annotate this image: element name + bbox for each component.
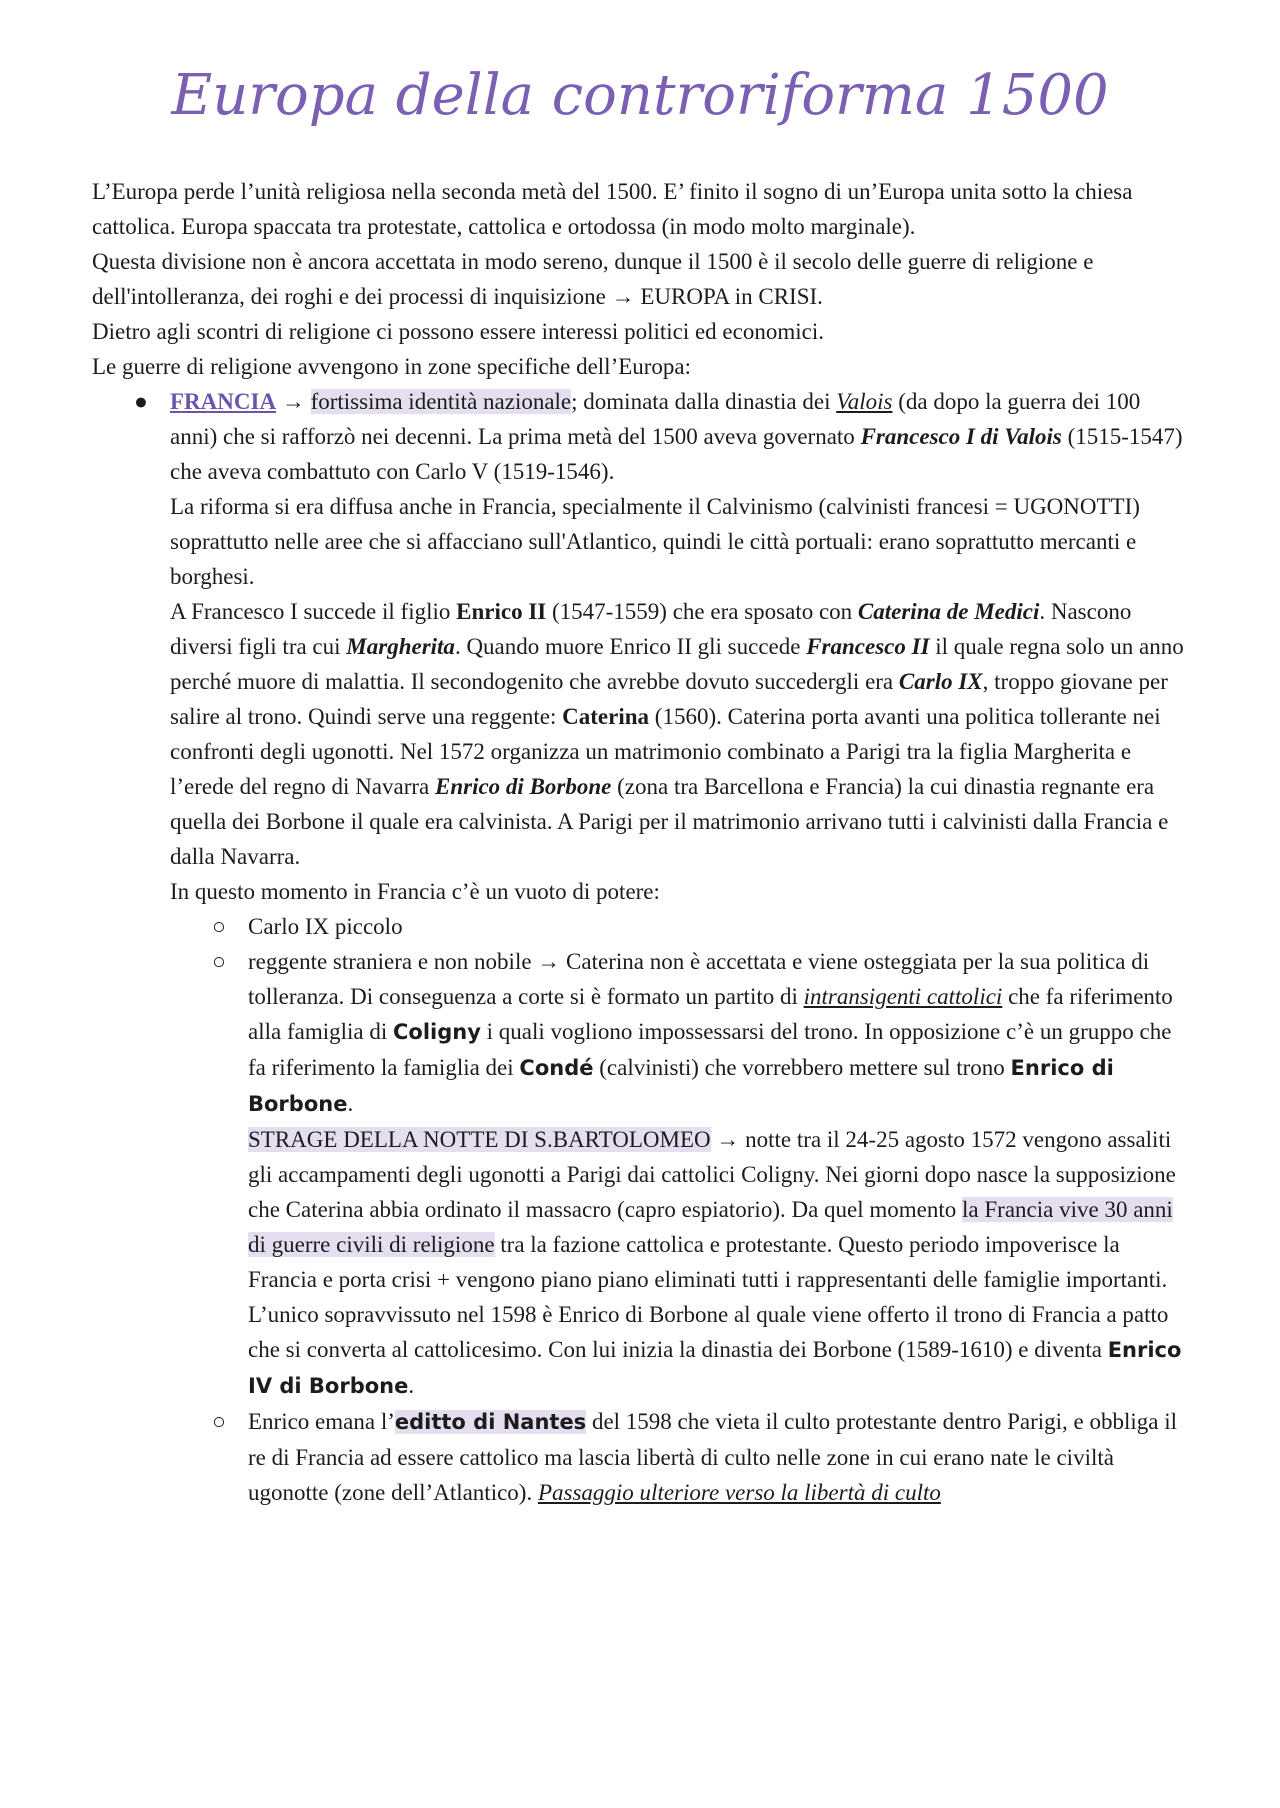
conde-term: Condé xyxy=(519,1056,594,1080)
text: . xyxy=(347,1091,354,1116)
text: , troppo giovane per salire al trono. Quindi serve una reggente: xyxy=(170,669,1168,729)
text: reggente straniera e non nobile → Caterina non è accettata e viene osteggiata per la sua politica di tolleranza. Di conseguenza a corte si è formato un partito di xyxy=(248,949,1150,1009)
enrico-ii-term: Enrico II xyxy=(456,599,547,624)
francia-link[interactable]: FRANCIA xyxy=(170,389,277,414)
document-body xyxy=(92,174,1192,1510)
enrico-iv-term: Enrico IV di Borbone xyxy=(248,1338,1182,1398)
text: il quale regna solo un anno perché muore di malattia. Il secondogenito che avrebbe dovuto succedergli era xyxy=(170,634,1184,694)
editto-nantes-term: editto di Nantes xyxy=(394,1410,587,1434)
valois-term: Valois xyxy=(836,389,893,414)
text: → notte tra il 24-25 agosto 1572 vengono assaliti gli accampamenti degli ugonotti a Parigi dai cattolici Coligny. Nei giorni dopo nasce la supposizione che Caterina abbia ordinato il massacro (capro espiatorio). Da quel momento xyxy=(248,1127,1176,1222)
text: tra la fazione cattolica e protestante. Questo periodo impoverisce la Francia e porta crisi + vengono piano piano eliminati tutti i rappresentanti delle famiglie importanti. L’unico sopravvissuto nel 1598 è Enrico di Borbone al quale viene offerto il trono di Francia a patto che si converta al cattolicesimo. Con lui inizia la dinastia dei Borbone (1589-1610) e diventa xyxy=(248,1232,1169,1362)
intro-paragraph-1: L’Europa perde l’unità religiosa nella seconda metà del 1500. E’ finito il sogno di un’Europa unita sotto la chiesa cattolica. Europa spaccata tra protestate, cattolica e ortodossa (in modo molto marginale). xyxy=(92,179,1133,239)
text: Enrico emana l’ xyxy=(248,1409,395,1434)
bullet-marker: ● xyxy=(134,389,148,414)
text: (zona tra Barcellona e Francia) la cui dinastia regnante era quella dei Borbone il quale era calvinista. A Parigi per il matrimonio arrivano tutti i calvinisti dalla Francia e dalla Navarra. xyxy=(170,774,1169,869)
text: → xyxy=(276,389,311,414)
caterina-term: Caterina xyxy=(562,704,650,729)
francia-paragraph-3 xyxy=(170,594,1192,874)
enrico-borbone-term: Enrico di Borbone xyxy=(248,1056,1114,1116)
francia-paragraph-1 xyxy=(170,384,1192,489)
text: (1515-1547) che aveva combattuto con Carlo V (1519-1546). xyxy=(170,424,1183,484)
margherita-term: Margherita xyxy=(346,634,455,659)
text: i quali vogliono impossessarsi del trono. In opposizione c’è un gruppo che fa riferimento la famiglia dei xyxy=(248,1019,1172,1080)
highlight-identita: fortissima identità nazionale xyxy=(310,389,572,414)
passaggio-note: Passaggio ulteriore verso la libertà di culto xyxy=(537,1480,941,1505)
sub-bullet-marker: ○ xyxy=(212,914,226,939)
text: . Nascono diversi figli tra cui xyxy=(170,599,1132,659)
francesco-ii-term: Francesco II xyxy=(806,634,930,659)
text: A Francesco I succede il figlio xyxy=(170,599,457,624)
text: che fa riferimento alla famiglia di xyxy=(248,984,1173,1044)
intro-paragraph-3: Dietro agli scontri di religione ci possono essere interessi politici ed economici. xyxy=(92,319,824,344)
sub-bullet-marker: ○ xyxy=(212,1409,226,1434)
sub-item-1-text: Carlo IX piccolo xyxy=(248,914,403,939)
list-item-francia xyxy=(134,384,1192,909)
intro-paragraph-4: Le guerre di religione avvengono in zone specifiche dell’Europa: xyxy=(92,354,692,379)
text: (1560). Caterina porta avanti una politica tollerante nei confronti degli ugonotti. Nel 1572 organizza un matrimonio combinato a Parigi tra la figlia Margherita e l’erede del regno di Navarra xyxy=(170,704,1161,799)
caterina-medici-term: Caterina de Medici xyxy=(857,599,1040,624)
text: . Quando muore Enrico II gli succede xyxy=(454,634,807,659)
sub-bullet-marker: ○ xyxy=(212,949,226,974)
text: (da dopo la guerra dei 100 anni) che si rafforzò nei decenni. La prima metà del 1500 aveva governato xyxy=(170,389,1141,449)
highlight-guerre-civili: la Francia vive 30 anni di guerre civili di religione xyxy=(248,1197,1173,1257)
francesco-i-term: Francesco I di Valois xyxy=(860,424,1062,449)
text: (1547-1559) che era sposato con xyxy=(546,599,858,624)
text: ; dominata dalla dinastia dei xyxy=(571,389,837,414)
text: (calvinisti) che vorrebbero mettere sul trono xyxy=(593,1055,1011,1080)
intro-paragraph-2: Questa divisione non è ancora accettata in modo sereno, dunque il 1500 è il secolo delle guerre di religione e dell'intolleranza, dei roghi e dei processi di inquisizione → EUROPA in CRISI. xyxy=(92,249,1094,309)
sub-item-2-text xyxy=(248,944,1192,1404)
text: del 1598 che vieta il culto protestante dentro Parigi, e obbliga il re di Francia ad essere cattolico ma lascia libertà di culto nelle zone in cui erano nate le civiltà ugonotte (zone dell’Atlantico). xyxy=(248,1409,1177,1505)
enrico-borbone-term: Enrico di Borbone xyxy=(435,774,612,799)
sub-list-item-1 xyxy=(212,909,1192,944)
coligny-term: Coligny xyxy=(392,1020,481,1044)
highlight-strage: STRAGE DELLA NOTTE DI S.BARTOLOMEO xyxy=(248,1127,711,1152)
sub-list-item-2 xyxy=(212,944,1192,1404)
carlo-ix-term: Carlo IX xyxy=(898,669,983,694)
sub-item-3-text xyxy=(248,1404,1192,1510)
sub-list-item-3 xyxy=(212,1404,1192,1510)
francia-paragraph-2: La riforma si era diffusa anche in Francia, specialmente il Calvinismo (calvinisti francesi = UGONOTTI) soprattutto nelle aree che si affacciano sull'Atlantico, quindi le città portuali: erano soprattutto mercanti e borghesi. xyxy=(170,494,1140,589)
francia-paragraph-4: In questo momento in Francia c’è un vuoto di potere: xyxy=(170,879,660,904)
intransigenti-term: intransigenti cattolici xyxy=(803,984,1003,1009)
text: . xyxy=(408,1373,415,1398)
page-title: Europa della controriforma 1500 xyxy=(171,63,1109,128)
